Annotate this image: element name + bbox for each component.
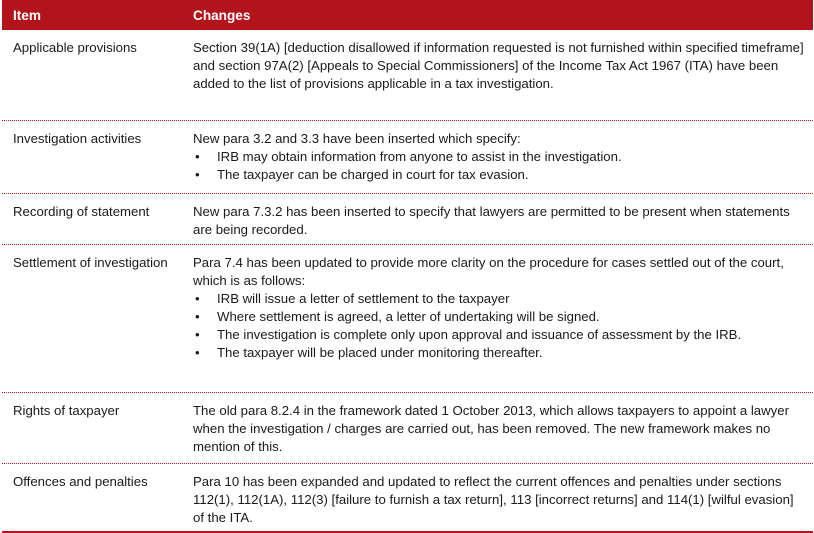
row-text: Para 10 has been expanded and updated to reflect the current offences and penalties under sections 112(1), 112(1A), 112(3) [failure to furnish a tax return], 113 [incorrect returns] and 114(1) [wilful evasion] of the ITA. (193, 474, 794, 525)
list-item: • The investigation is complete only upon approval and issuance of assessment by the IRB. (193, 326, 805, 344)
table-row (2, 121, 813, 194)
list-item: • IRB may obtain information from anyone to assist in the investigation. (193, 148, 805, 166)
row-changes (183, 402, 813, 463)
table-row (2, 194, 813, 245)
header-item: Item (13, 7, 41, 23)
row-text: Section 39(1A) [deduction disallowed if information requested is not furnished within specified timeframe] and section 97A(2) [Appeals to Special Commissioners] of the Income Tax Act 1967 (ITA) have been added to the list of provisions applicable in a tax investigation. (193, 40, 804, 91)
row-item: Investigation activities (13, 131, 142, 146)
changes-table (2, 0, 813, 533)
row-item: Recording of statement (13, 204, 150, 219)
table-row (2, 464, 813, 533)
bullet-list (193, 290, 805, 362)
row-item: Offences and penalties (13, 474, 148, 489)
row-text: New para 7.3.2 has been inserted to specify that lawyers are permitted to be present when statements are being recorded. (193, 204, 790, 237)
table-row (2, 245, 813, 393)
row-changes (183, 473, 813, 531)
table-header (2, 0, 813, 30)
row-text: Para 7.4 has been updated to provide more clarity on the procedure for cases settled out of the court, which is as follows: (193, 255, 784, 288)
header-changes: Changes (193, 7, 251, 23)
table-row (2, 393, 813, 464)
bullet-list (193, 148, 805, 184)
table-row (2, 30, 813, 121)
row-item: Rights of taxpayer (13, 403, 120, 418)
row-changes (183, 254, 813, 392)
row-item: Applicable provisions (13, 40, 137, 55)
list-item: • IRB will issue a letter of settlement to the taxpayer (193, 290, 805, 308)
list-item: • The taxpayer will be placed under monitoring thereafter. (193, 344, 805, 362)
list-item: • Where settlement is agreed, a letter of undertaking will be signed. (193, 308, 805, 326)
list-item: • The taxpayer can be charged in court for tax evasion. (193, 166, 805, 184)
row-text: New para 3.2 and 3.3 have been inserted which specify: (193, 131, 521, 146)
row-changes (183, 39, 813, 120)
row-changes (183, 130, 813, 193)
row-changes (183, 203, 813, 244)
row-item: Settlement of investigation (13, 255, 168, 270)
row-text: The old para 8.2.4 in the framework dated 1 October 2013, which allows taxpayers to appoint a lawyer when the investigation / charges are carried out, has been removed. The new framework makes no mention of this. (193, 403, 789, 454)
